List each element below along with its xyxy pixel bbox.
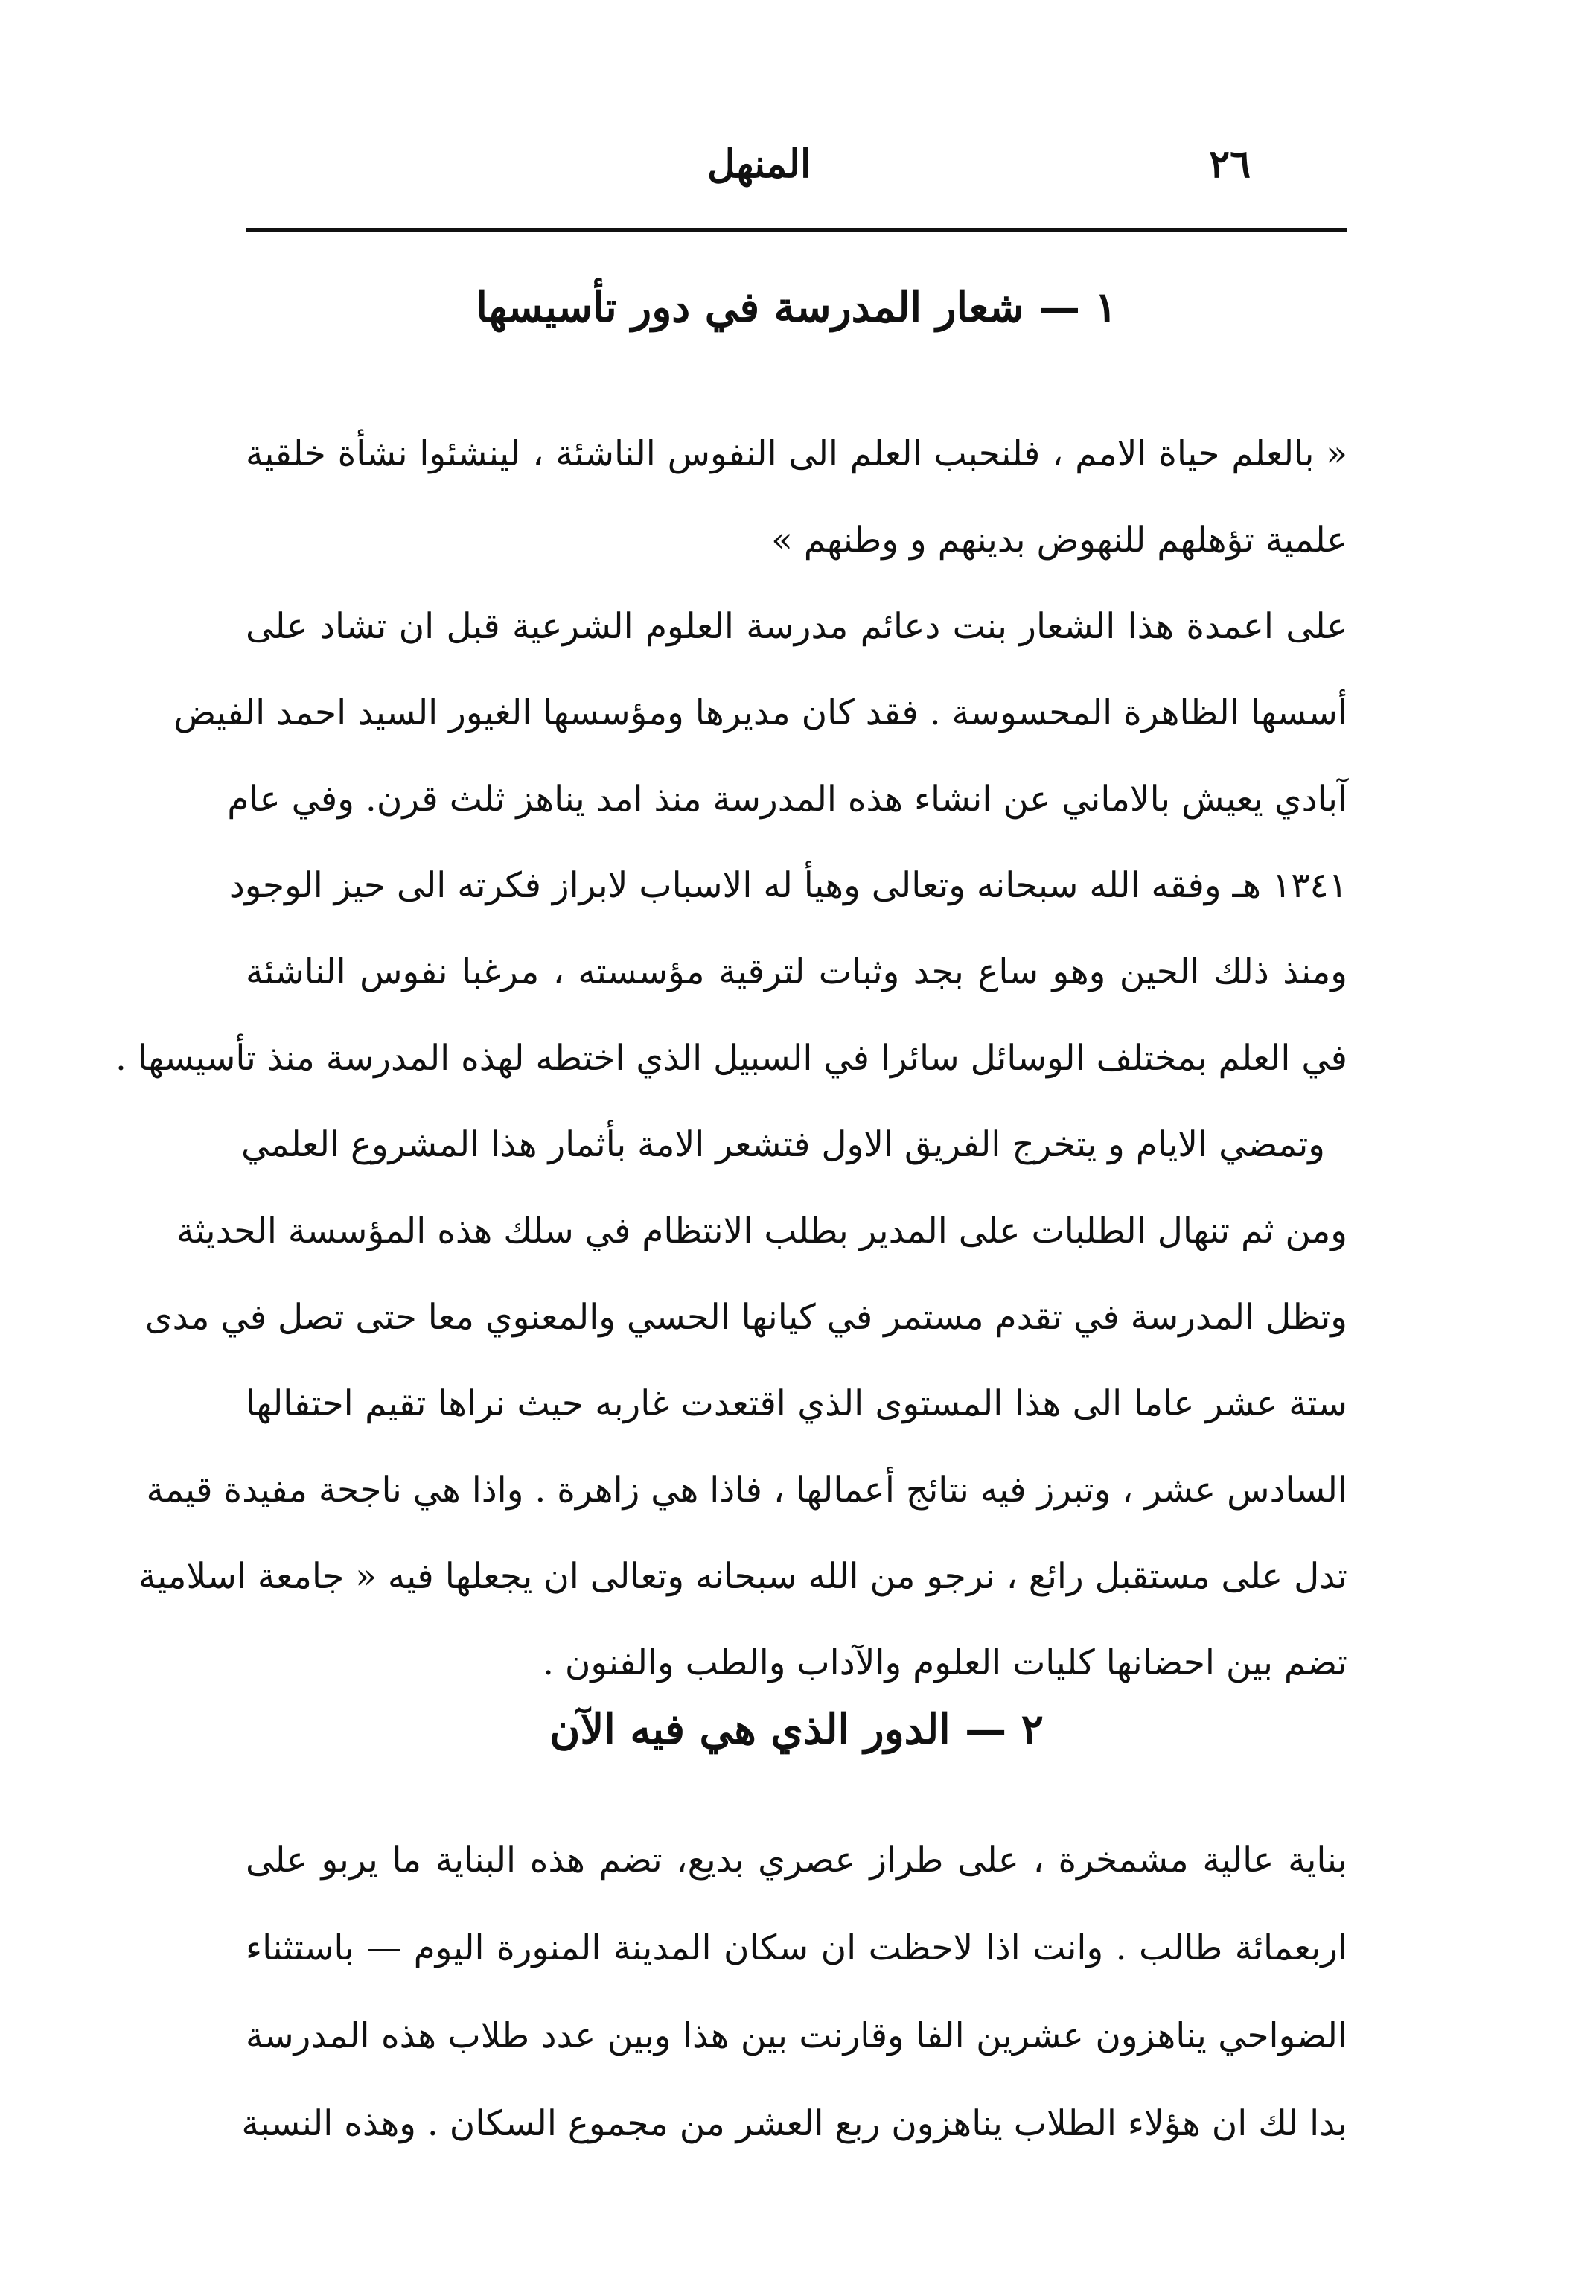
section-1-heading: ١ — شعار المدرسة في دور تأسيسها: [476, 283, 1117, 332]
section-2-heading: ٢ — الدور الذي هي فيه الآن: [549, 1705, 1044, 1754]
header-divider: [246, 228, 1347, 232]
body-line: أسسها الظاهرة المحسوسة . فقد كان مديرها ومؤسسها الغيور السيد احمد الفيض: [173, 692, 1347, 733]
body-line: تضم بين احضانها كليات العلوم والآداب والطب والفنون .: [543, 1642, 1347, 1683]
body-line: ستة عشر عاما الى هذا المستوى الذي اقتعدت غاربه حيث نراها تقيم احتفالها: [246, 1383, 1347, 1424]
body-line: ١٣٤١ هـ وفقه الله سبحانه وتعالى وهيأ له الاسباب لابراز فكرته الى حيز الوجود: [229, 865, 1347, 906]
body-line: اربعمائة طالب . وانت اذا لاحظت ان سكان المدينة المنورة اليوم — باستثناء: [246, 1927, 1347, 1968]
section-1-body: [115, 411, 1347, 1706]
body-line: بدا لك ان هؤلاء الطلاب يناهزون ربع العشر من مجموع السكان . وهذه النسبة: [241, 2103, 1347, 2144]
page-number: ٢٦: [1209, 141, 1251, 187]
body-line: تدل على مستقبل رائع ، نرجو من الله سبحانه وتعالى ان يجعلها فيه « جامعة اسلامية: [138, 1556, 1347, 1597]
body-line: وتمضي الايام و يتخرج الفريق الاول فتشعر الامة بأثمار هذا المشروع العلمي: [241, 1124, 1325, 1165]
section-2-body: [241, 1817, 1347, 2168]
running-header: [246, 141, 1347, 208]
body-line: ومن ثم تنهال الطلبات على المدير بطلب الانتظام في سلك هذه المؤسسة الحديثة: [176, 1211, 1347, 1251]
body-line: بناية عالية مشمخرة ، على طراز عصري بديع، تضم هذه البناية ما يربو على: [246, 1840, 1347, 1881]
body-line: علمية تؤهلهم للنهوض بدينهم و وطنهم »: [771, 520, 1347, 561]
body-line: وتظل المدرسة في تقدم مستمر في كيانها الحسي والمعنوي معا حتى تصل في مدى: [144, 1297, 1347, 1338]
body-line: « بالعلم حياة الامم ، فلنحبب العلم الى النفوس الناشئة ، لينشئوا نشأة خلقية: [246, 433, 1347, 474]
body-line: ومنذ ذلك الحين وهو ساع بجد وثبات لترقية مؤسسته ، مرغبا نفوس الناشئة: [246, 951, 1347, 992]
body-line: الضواحي يناهزون عشرين الفا وقارنت بين هذا وبين عدد طلاب هذه المدرسة: [246, 2015, 1347, 2056]
journal-title: المنهل: [707, 141, 811, 187]
body-line: على اعمدة هذا الشعار بنت دعائم مدرسة العلوم الشرعية قبل ان تشاد على: [246, 606, 1347, 647]
body-line: في العلم بمختلف الوسائل سائرا في السبيل الذي اختطه لهذه المدرسة منذ تأسيسها .: [115, 1038, 1347, 1079]
body-line: آبادي يعيش بالاماني عن انشاء هذه المدرسة منذ امد يناهز ثلث قرن. وفي عام: [227, 779, 1347, 820]
body-line: السادس عشر ، وتبرز فيه نتائج أعمالها ، فاذا هي زاهرة . واذا هي ناجحة مفيدة قيمة: [146, 1470, 1347, 1511]
